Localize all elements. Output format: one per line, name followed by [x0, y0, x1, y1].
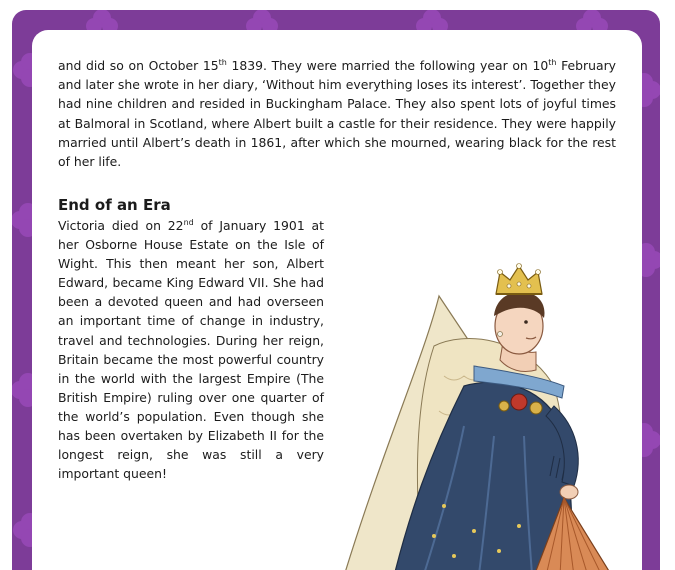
section-paragraph: Victoria died on 22nd of January 1901 at her Osborne House Estate on the Isle of Wight. This then meant her son, Albert Edward, became King Edward VII. She had been a devoted queen and had overseen an important time of change in industry, travel and technologies. During her reign, Britain became the most powerful country in the world with the largest Empire (The British Empire) ruling over one quarter of the world’s population. Even though she has been overtaken by Elizabeth II for the longest reign, she was still a very important queen! [58, 218, 324, 482]
page-content [32, 30, 642, 570]
intro-paragraph: and did so on October 15th 1839. They were married the following year on 10th February and later she wrote in her diary, ‘Without him everything loses its interest’. Together they had nine children and resided in Buckingham Palace. They also spent lots of joyful times at Balmoral in Scotland, where Albert built a castle for their residence. They were happily married until Albert’s death in 1861, after which she mourned, wearing black for the rest of her life. [58, 58, 616, 170]
section-heading: End of an Era [58, 196, 171, 214]
queen-victoria-portrait-icon [314, 236, 614, 570]
